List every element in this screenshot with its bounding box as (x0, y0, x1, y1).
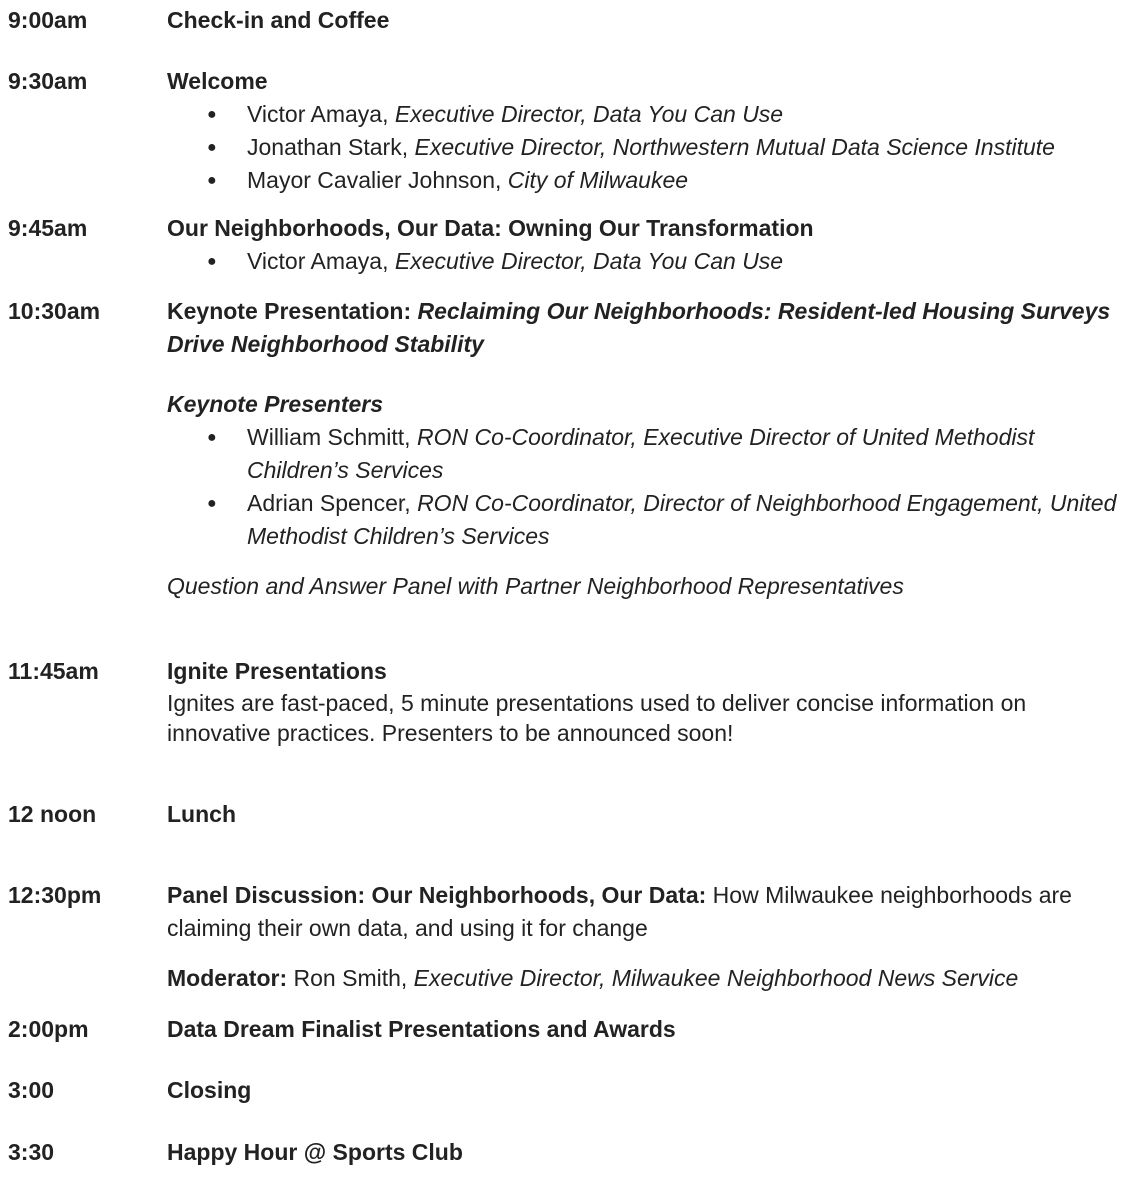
agenda-title: Ignite Presentations (167, 658, 387, 684)
moderator-name: Ron Smith, (287, 965, 414, 991)
moderator-label: Moderator: (167, 965, 288, 991)
agenda-time: 3:00 (8, 1077, 55, 1103)
agenda-title: Data Dream Finalist Presentations and Awards (167, 1016, 676, 1042)
speaker-role: Executive Director, Data You Can Use (394, 248, 784, 274)
agenda-time: 9:00am (8, 7, 88, 33)
speaker-list (167, 245, 1125, 278)
agenda-time: 11:45am (8, 658, 99, 684)
speaker-item (167, 164, 1125, 197)
agenda-title: Our Neighborhoods, Our Data: Owning Our Transformation (167, 215, 814, 241)
agenda-title: Happy Hour @ Sports Club (167, 1139, 463, 1165)
agenda-time: 12 noon (8, 801, 97, 827)
agenda-time: 3:30 (8, 1139, 55, 1165)
speaker-name: Jonathan Stark, (247, 134, 415, 160)
speaker-role: Executive Director, Northwestern Mutual Data Science Institute (414, 134, 1055, 160)
moderator-role: Executive Director, Milwaukee Neighborhood News Service (413, 965, 1019, 991)
panel-title: Panel Discussion: Our Neighborhoods, Our Data: (167, 882, 707, 908)
agenda-time: 10:30am (8, 298, 101, 324)
agenda-time: 9:30am (8, 68, 88, 94)
agenda-description: How Milwaukee neighborhoods are claiming their own data, and using it for change (167, 882, 1072, 941)
moderator-line (167, 962, 1125, 995)
speaker-list (167, 421, 1125, 553)
speaker-name: Mayor Cavalier Johnson, (247, 167, 508, 193)
speaker-name: William Schmitt, (247, 424, 417, 450)
speaker-item (167, 245, 1125, 278)
speaker-item (167, 131, 1125, 164)
agenda-time: 12:30pm (8, 882, 102, 908)
agenda-title: Check-in and Coffee (167, 7, 390, 33)
speaker-role: RON Co-Coordinator, Executive Director of United Methodist Children’s Services (247, 424, 1035, 483)
speaker-name: Adrian Spencer, (247, 490, 418, 516)
keynote-title-prefix: Keynote Presentation: (167, 298, 418, 324)
speaker-item (167, 487, 1125, 553)
speaker-name: Victor Amaya, (247, 248, 395, 274)
speaker-role: Executive Director, Data You Can Use (394, 101, 784, 127)
keynote-note: Question and Answer Panel with Partner Neighborhood Representatives (167, 573, 904, 599)
speaker-role: RON Co-Coordinator, Director of Neighborhood Engagement, United Methodist Children’s Services (247, 490, 1117, 549)
speaker-list (167, 98, 1125, 197)
speaker-item (167, 421, 1125, 487)
agenda-description: Ignites are fast-paced, 5 minute presentations used to deliver concise information on innovative practices. Presenters to be announced soon! (167, 690, 1027, 746)
agenda-title: Welcome (167, 68, 268, 94)
agenda-title (167, 879, 1125, 945)
speaker-item (167, 98, 1125, 131)
speaker-role: City of Milwaukee (507, 167, 689, 193)
agenda-time: 9:45am (8, 215, 88, 241)
agenda-title: Lunch (167, 801, 236, 827)
speaker-name: Victor Amaya, (247, 101, 395, 127)
agenda-title: Closing (167, 1077, 252, 1103)
keynote-title: Reclaiming Our Neighborhoods: Resident-led Housing Surveys Drive Neighborhood Stability (167, 298, 1111, 357)
presenters-heading: Keynote Presenters (167, 391, 384, 417)
agenda-time: 2:00pm (8, 1016, 89, 1042)
agenda-title (167, 295, 1125, 361)
